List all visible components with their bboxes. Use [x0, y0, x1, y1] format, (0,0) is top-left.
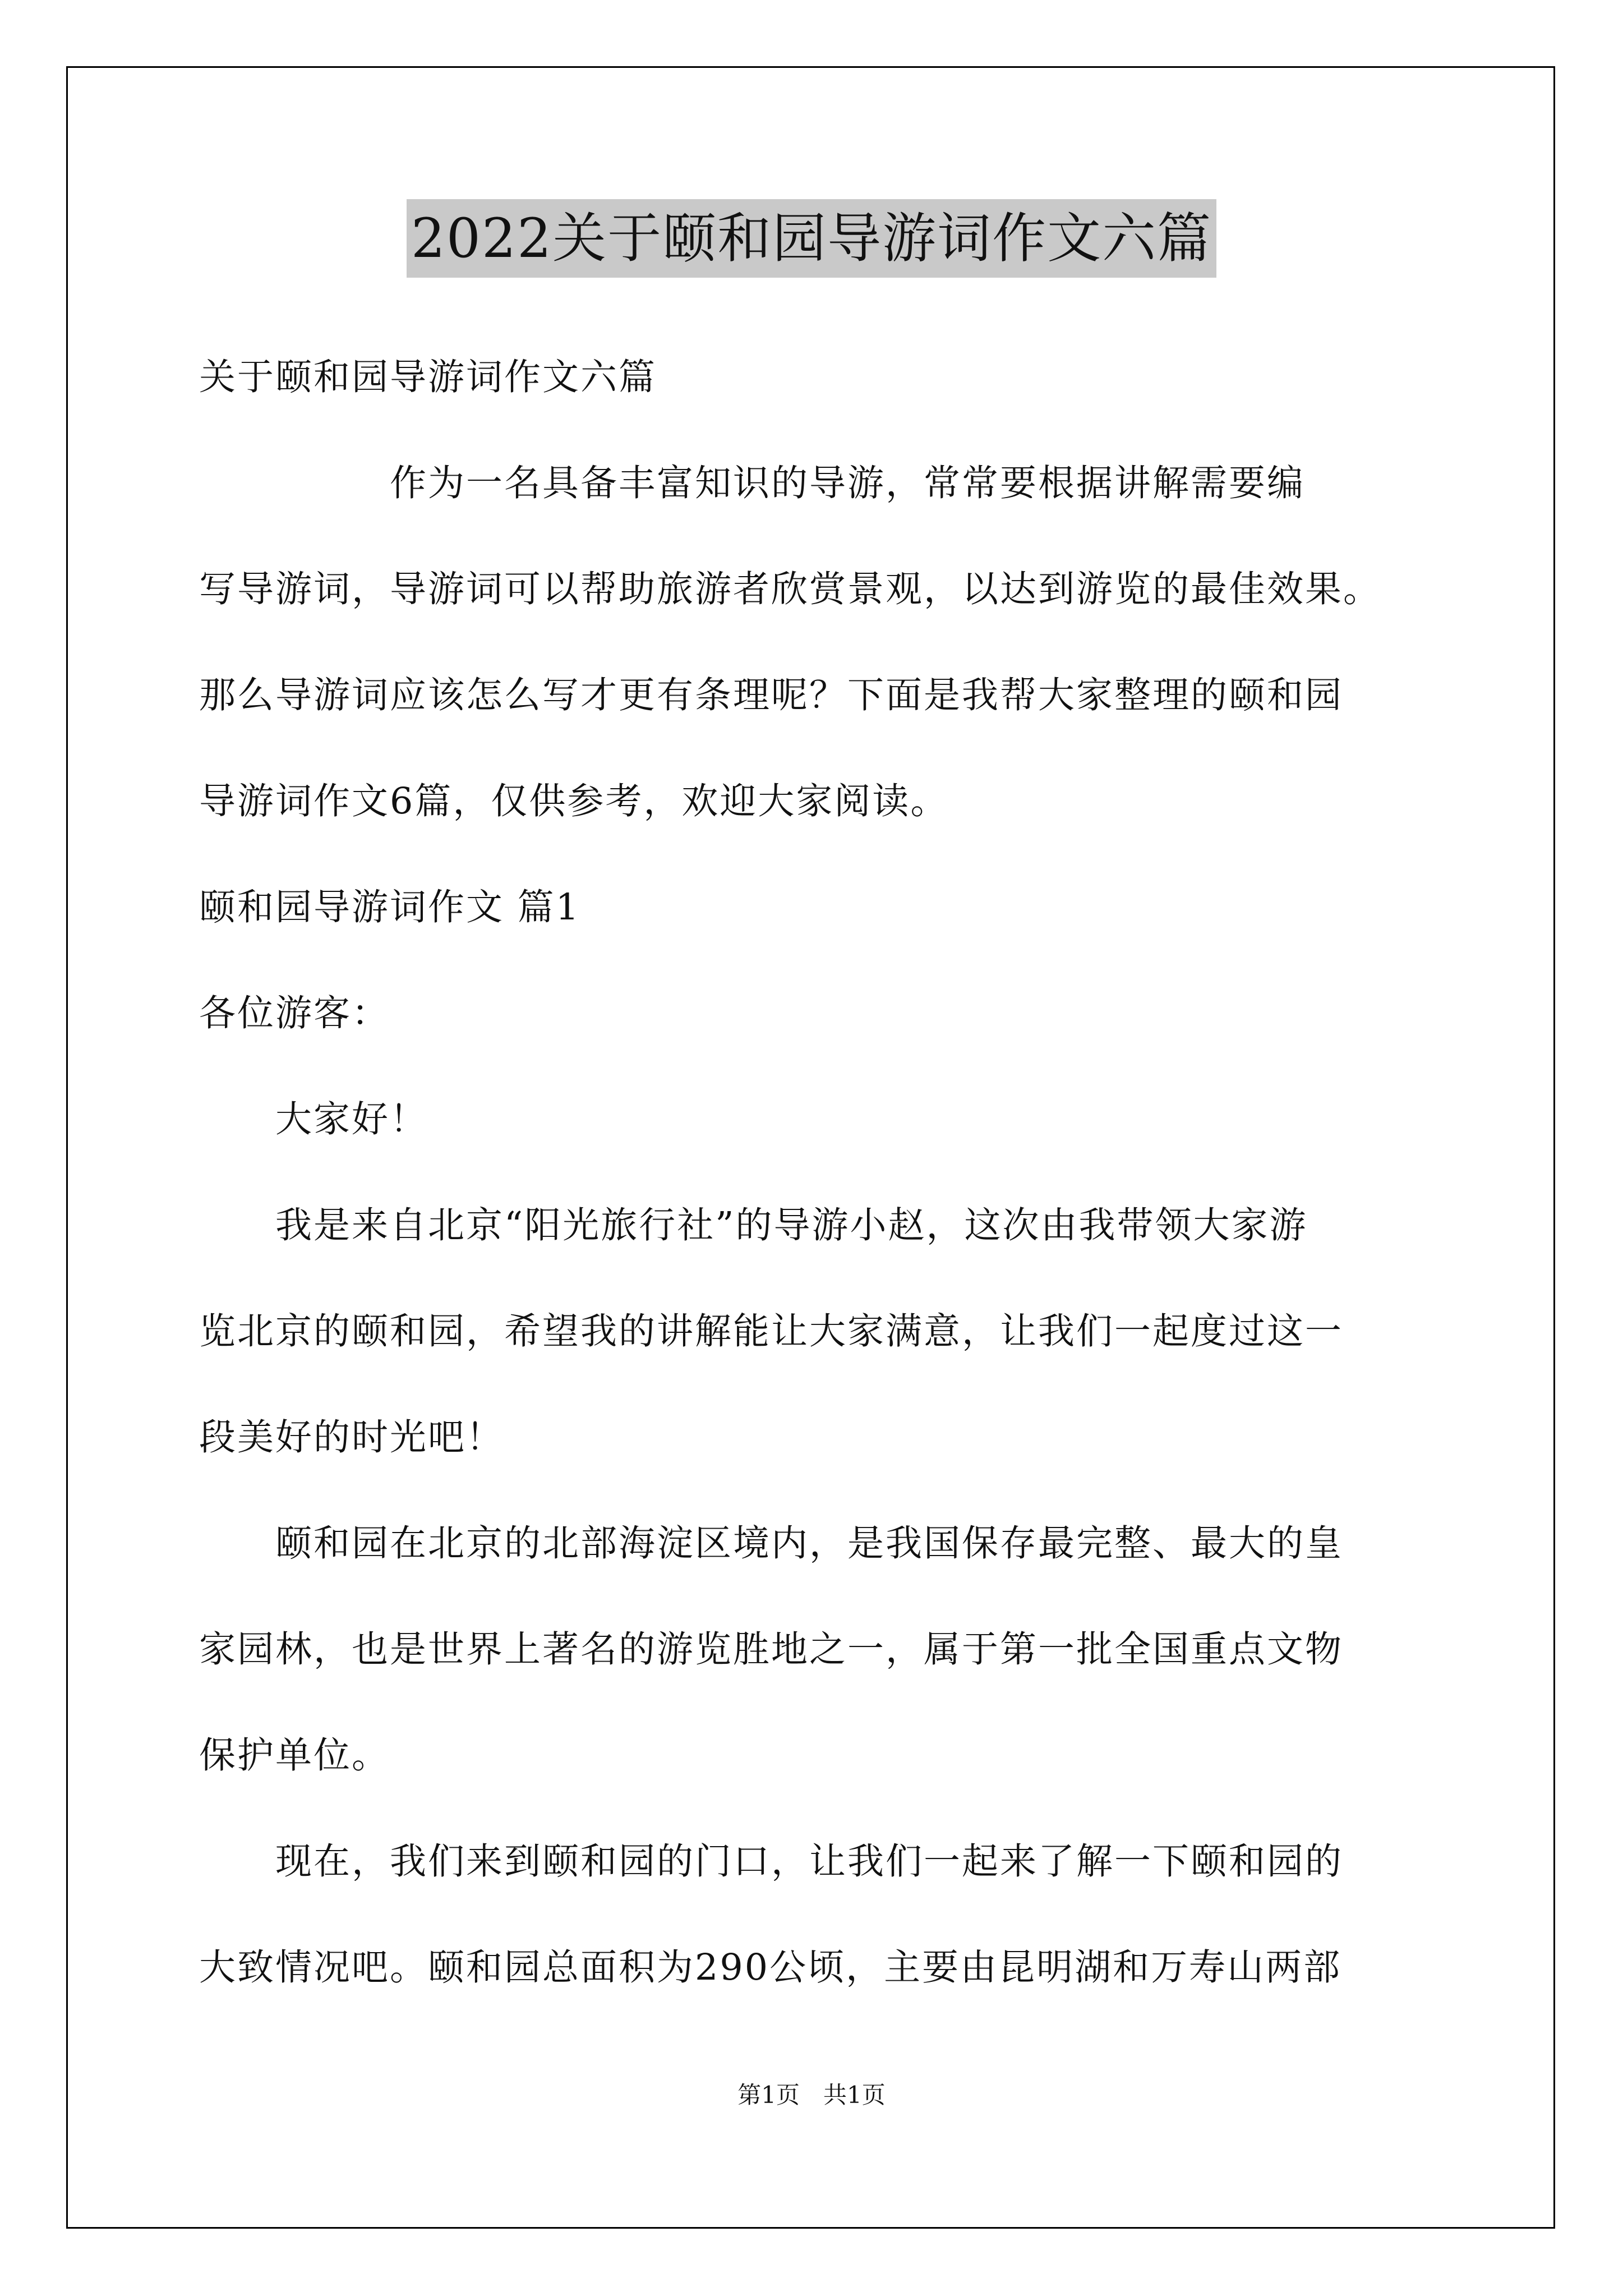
- page-footer: 第1页 共1页: [737, 2081, 886, 2109]
- paragraph-line: 颐和园在北京的北部海淀区境内，是我国保存最完整、最大的皇: [199, 1522, 1344, 1565]
- paragraph-line: 览北京的颐和园，希望我的讲解能让大家满意，让我们一起度过这一: [199, 1310, 1344, 1352]
- paragraph-line: 写导游词，导游词可以帮助旅游者欣赏景观，以达到游览的最佳效果。: [199, 568, 1382, 610]
- paragraph-line: 各位游客：: [199, 992, 390, 1034]
- paragraph-line: 那么导游词应该怎么写才更有条理呢？下面是我帮大家整理的颐和园: [199, 674, 1344, 716]
- paragraph-line: 作为一名具备丰富知识的导游，常常要根据讲解需要编: [199, 462, 1306, 504]
- paragraph-line: 我是来自北京“阳光旅行社”的导游小赵，这次由我带领大家游: [199, 1204, 1308, 1246]
- paragraph-line: 大致情况吧。颐和园总面积为290公顷，主要由昆明湖和万寿山两部: [199, 1947, 1342, 1989]
- paragraph-line: 导游词作文6篇，仅供参考，欢迎大家阅读。: [199, 780, 949, 822]
- title-container: [0, 199, 1623, 278]
- paragraph-line: 现在，我们来到颐和园的门口，让我们一起来了解一下颐和园的: [199, 1841, 1344, 1883]
- subtitle-line: 关于颐和园导游词作文六篇: [199, 356, 657, 398]
- paragraph-line: 保护单位。: [199, 1734, 390, 1777]
- paragraph-line: 家园林，也是世界上著名的游览胜地之一，属于第一批全国重点文物: [199, 1628, 1344, 1671]
- paragraph-line: 大家好！: [199, 1098, 428, 1140]
- section-heading: 颐和园导游词作文 篇1: [199, 886, 581, 928]
- paragraph-line: 段美好的时光吧！: [199, 1416, 505, 1458]
- document-title: 2022关于颐和园导游词作文六篇: [407, 199, 1216, 278]
